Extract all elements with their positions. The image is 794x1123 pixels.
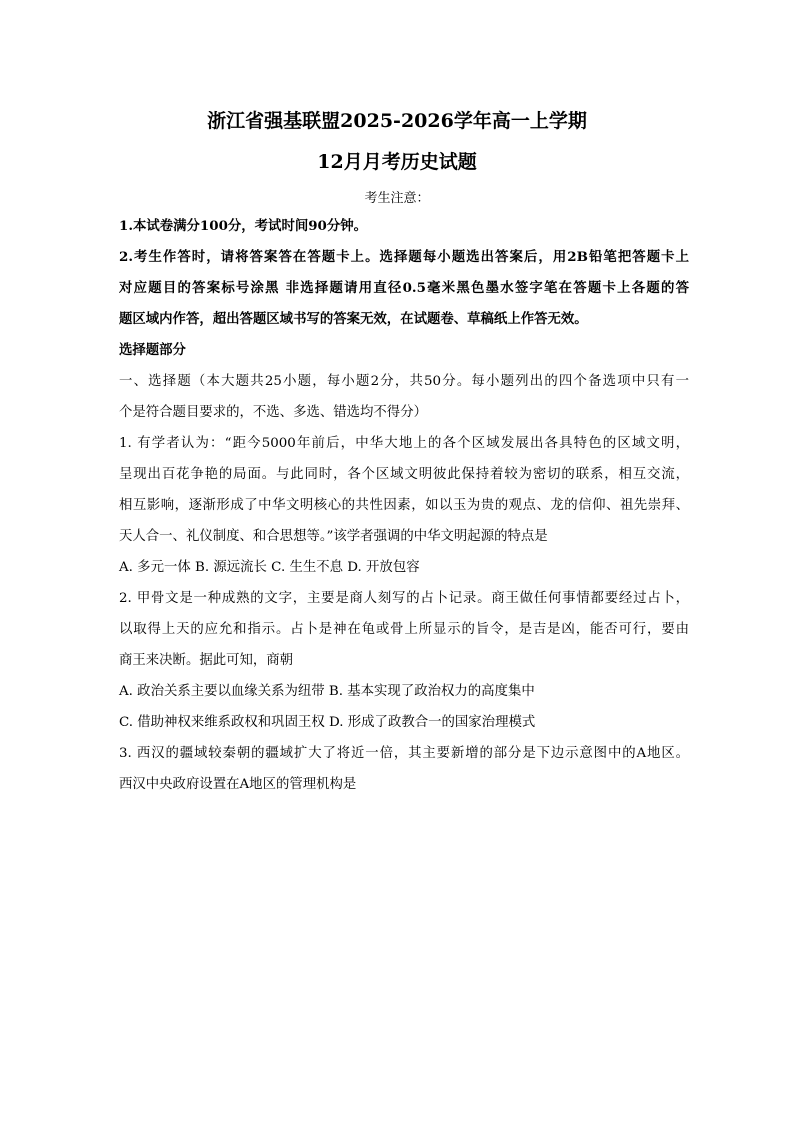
- question-2: [119, 583, 689, 738]
- question-1: [119, 428, 689, 583]
- question-text-line: 相互影响，逐渐形成了中华文明核心的共性因素，如以玉为贵的观点、龙的信仰、祖先崇拜、: [119, 498, 689, 513]
- question-options: C. 借助神权来维系政权和巩固王权 D. 形成了政教合一的国家治理模式: [119, 715, 536, 730]
- notice-line: 题区域内作答，超出答题区域书写的答案无效，在试题卷、草稿纸上作答无效。: [119, 311, 588, 327]
- notice-heading: 考生注意：: [364, 191, 430, 206]
- question-3: [119, 738, 689, 800]
- notice-line: 2.考生作答时，请将答案答在答题卡上。选择题每小题选出答案后，用2B铅笔把答题卡上: [119, 249, 689, 265]
- section-part-label: 选择题部分: [119, 342, 186, 358]
- question-text-line: 1. 有学者认为：“距今5000年前后，中华大地上的各个区域发展出各具特色的区域文明，: [119, 436, 689, 451]
- notice-line: 1.本试卷满分100分，考试时间90分钟。: [119, 218, 368, 234]
- notice-line: 对应题目的答案标号涂黑 非选择题请用直径0.5毫米黑色墨水签字笔在答题卡上各题的答: [119, 280, 689, 296]
- question-text-line: 呈现出百花争艳的局面。与此同时，各个区域文明彼此保持着较为密切的联系，相互交流，: [119, 467, 689, 482]
- question-options: A. 多元一体 B. 源远流长 C. 生生不息 D. 开放包容: [119, 560, 420, 575]
- question-text-line: 3. 西汉的疆域较秦朝的疆域扩大了将近一倍，其主要新增的部分是下边示意图中的A地区。: [119, 746, 689, 761]
- section-instruction-line: 一、选择题（本大题共25小题，每小题2分，共50分。每小题列出的四个备选项中只有一: [119, 374, 689, 389]
- question-text-line: 以取得上天的应允和指示。占卜是神在龟或骨上所显示的旨令，是吉是凶，能否可行，要由: [119, 622, 689, 637]
- question-text-line: 商王来决断。据此可知，商朝: [119, 653, 294, 668]
- section-block: [119, 335, 689, 428]
- exam-title-line2: 12月月考历史试题: [317, 151, 477, 173]
- question-text-line: 天人合一、礼仪制度、和合思想等。”该学者强调的中华文明起源的特点是: [119, 529, 548, 544]
- question-options: A. 政治关系主要以血缘关系为纽带 B. 基本实现了政治权力的高度集中: [119, 684, 535, 699]
- exam-title-line1: 浙江省强基联盟2025-2026学年高一上学期: [207, 110, 587, 132]
- section-instruction-line: 个是符合题目要求的，不选、多选、错选均不得分）: [119, 405, 427, 420]
- notice-block: [119, 211, 689, 335]
- question-text-line: 2. 甲骨文是一种成熟的文字，主要是商人刻写的占卜记录。商王做任何事情都要经过占卜，: [119, 591, 689, 606]
- question-text-line: 西汉中央政府设置在A地区的管理机构是: [119, 777, 357, 792]
